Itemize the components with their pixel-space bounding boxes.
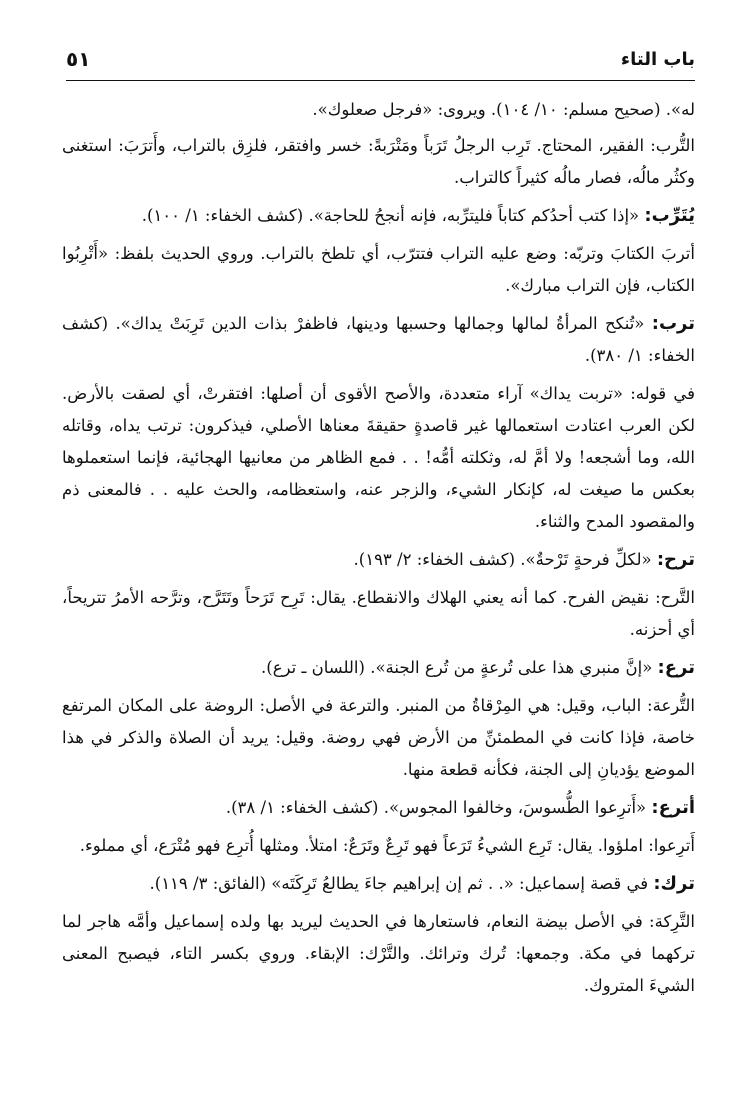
running-title: باب التاء xyxy=(620,48,695,70)
paragraph-text: التُّرعة: الباب، وقيل: هي المِرْقاةُ من المنبر. والترعة في الأصل: الروضة على المكان المرتفع خاصة، فإذا كانت في المطمئنِّ من الأرض فهي روضة. وقيل: يريد أن الصلاة والذكر في هذا الموضع يؤديانِ إلى الجنة، فكأنه قطعة منها. xyxy=(62,696,695,779)
entry-term: ترح: xyxy=(656,549,695,570)
entry-paragraph xyxy=(62,906,695,1002)
paragraph-text: له». (صحيح مسلم: ١٠/ ١٠٤). ويروى: «فرجل صعلوك». xyxy=(312,100,695,119)
entry-term: ترب: xyxy=(651,313,695,334)
hadith-text: في قصة إسماعيل: «. . ثم إن إبراهيم جاءَ يطالعُ تَرِكَتَه» (الفائق: ٣/ ١١٩). xyxy=(149,874,649,893)
entry-paragraph xyxy=(62,308,695,372)
paragraph-text: التَّرح: نقيض الفرح. كما أنه يعني الهلاك والانقطاع. يقال: تَرِح تَرَحاً وتَتَرَّح، وترَّحه الأمرُ تتريحاً، أي أحزنه. xyxy=(62,588,695,639)
paragraph-text: التَّرِكة: في الأصل بيضة النعام، فاستعارها في الحديث ليريد بها ولده إسماعيل وأمَّه هاجر لما تركهما في مكة. وجمعها: تُرك وترائك. والتَّرْك: الإبقاء. وروي بكسر التاء، فيصبح المعنى الشيءَ المتروك. xyxy=(62,912,695,995)
entry-paragraph xyxy=(62,868,695,900)
hadith-text: «إذا كتب أحدُكم كتاباً فليترِّبه، فإنه أنجحُ للحاجة». (كشف الخفاء: ١/ ١٠٠). xyxy=(141,206,640,225)
hadith-text: «أَترِعوا الطُّسوسَ، وخالفوا المجوس». (كشف الخفاء: ١/ ٣٨). xyxy=(225,798,647,817)
entry-paragraph xyxy=(62,200,695,232)
entry-paragraph xyxy=(62,652,695,684)
entry-paragraph xyxy=(62,378,695,538)
entry-paragraph xyxy=(62,130,695,194)
paragraph-text: التُّرب: الفقير، المحتاج. تَرِب الرجلُ تَرَباً ومَتْرَبةً: خسر وافتقر، فلزِق بالتراب، وأَترَبَ: استغنى وكثُر مالُه، فصار مالُه كثيراً كالتراب. xyxy=(62,136,695,187)
hadith-text: «تُنكح المرأةُ لمالها وجمالها وحسبها ودينها، فاظفرْ بذات الدين تَرِبَتْ يداك». (كشف الخفاء: ١/ ٣٨٠). xyxy=(62,314,695,365)
paragraph-text: أتربَ الكتابَ وتربّه: وضع عليه التراب فتترّب، أي تلطخ بالتراب. وروي الحديث بلفظ: «أَتْرِبُوا الكتاب، فإن التراب مبارك». xyxy=(62,244,695,295)
page-header xyxy=(66,44,695,74)
entry-term: ترك: xyxy=(653,873,695,894)
hadith-text: «إنَّ منبري هذا على تُرعةٍ من تُرع الجنة». (اللسان ـ ترع). xyxy=(261,658,653,677)
paragraph-text: في قوله: «تربت يداك» آراء متعددة، والأصح الأقوى أن أصلها: افتقرتْ، أي لصقت بالأرض. لكن العرب اعتادت استعمالها غير قاصدةٍ حقيقةَ معناها الأصلي، فيذكرون: ترتب يداه، وقاتله الله، وما أشجعه! ولا أمَّ له، وثكلته أمُّه! . . فمع الظاهر من معانيها الهجائية، فإنما استعملوها بعكس ما صيغت له، كإنكار الشيء، والزجر عنه، واستعظامه، والحث عليه . . فالمعنى ذم والمقصود المدح والثناء. xyxy=(62,384,695,531)
entry-paragraph xyxy=(62,582,695,646)
entry-paragraph xyxy=(62,690,695,786)
dictionary-body xyxy=(62,94,695,1008)
hadith-text: «لكلِّ فرحةٍ تَرْحةٌ». (كشف الخفاء: ٢/ ١٩٣). xyxy=(353,550,652,569)
entry-term: يُتَرِّب: xyxy=(644,205,695,226)
entry-paragraph xyxy=(62,792,695,824)
page-number: ٥١ xyxy=(66,47,91,71)
entry-paragraph xyxy=(62,238,695,302)
entry-paragraph xyxy=(62,544,695,576)
entry-term: ترع: xyxy=(657,657,695,678)
entry-paragraph xyxy=(62,830,695,862)
entry-paragraph xyxy=(62,94,695,126)
entry-term: أترع: xyxy=(651,797,695,818)
header-rule xyxy=(66,80,695,81)
paragraph-text: أَترِعوا: املؤوا. يقال: تَرِع الشيءُ تَرَعاً فهو تَرِعٌ وتَرَعٌ: امتلأ. ومثلها أُترِع فهو مُتْرَع، أي مملوء. xyxy=(79,836,695,855)
